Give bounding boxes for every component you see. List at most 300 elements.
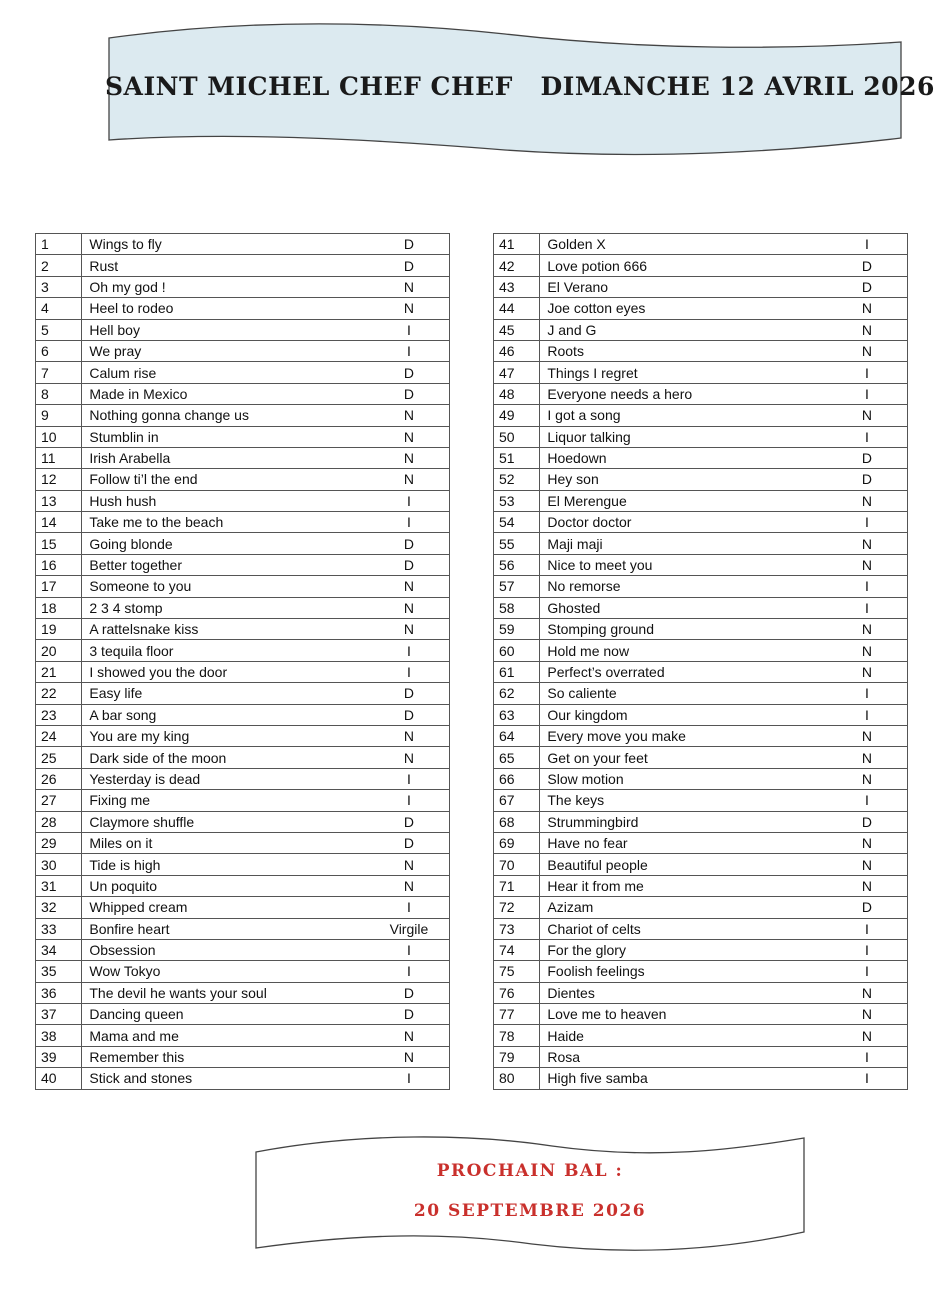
table-row — [36, 276, 450, 297]
table-row — [494, 918, 908, 939]
table-row — [36, 832, 450, 853]
song-title: Wow Tokyo — [82, 961, 369, 982]
song-code: D — [369, 811, 450, 832]
song-title: Our kingdom — [540, 704, 827, 725]
song-code: N — [827, 725, 908, 746]
song-number: 69 — [494, 832, 540, 853]
table-row — [36, 1068, 450, 1089]
song-title: Dark side of the moon — [82, 747, 369, 768]
table-row — [36, 1004, 450, 1025]
song-code: N — [827, 661, 908, 682]
song-title: Going blonde — [82, 533, 369, 554]
song-code: N — [369, 298, 450, 319]
table-row — [494, 832, 908, 853]
song-number: 50 — [494, 426, 540, 447]
song-title: Things I regret — [540, 362, 827, 383]
table-row — [494, 790, 908, 811]
table-row — [494, 1046, 908, 1067]
song-number: 80 — [494, 1068, 540, 1089]
page-title: SAINT MICHEL CHEF CHEF DIMANCHE 12 AVRIL 2026 — [105, 72, 935, 101]
song-number: 49 — [494, 405, 540, 426]
song-title: Hell boy — [82, 319, 369, 340]
song-title: Bonfire heart — [82, 918, 369, 939]
song-title: Strummingbird — [540, 811, 827, 832]
table-row — [494, 554, 908, 575]
song-code: N — [827, 298, 908, 319]
song-code: D — [827, 469, 908, 490]
table-row — [36, 554, 450, 575]
table-row — [36, 918, 450, 939]
song-number: 25 — [36, 747, 82, 768]
song-code: N — [369, 1025, 450, 1046]
song-title: Stomping ground — [540, 619, 827, 640]
table-row — [494, 405, 908, 426]
song-title: Get on your feet — [540, 747, 827, 768]
song-title: We pray — [82, 340, 369, 361]
song-number: 2 — [36, 255, 82, 276]
song-title: Wings to fly — [82, 234, 369, 255]
song-title: Rosa — [540, 1046, 827, 1067]
table-row — [36, 469, 450, 490]
table-row — [36, 854, 450, 875]
song-code: I — [369, 790, 450, 811]
song-title: So caliente — [540, 683, 827, 704]
table-row — [36, 661, 450, 682]
song-number: 64 — [494, 725, 540, 746]
song-title: Liquor talking — [540, 426, 827, 447]
song-code: I — [369, 640, 450, 661]
song-title: Tide is high — [82, 854, 369, 875]
song-number: 29 — [36, 832, 82, 853]
song-code: D — [827, 447, 908, 468]
song-number: 11 — [36, 447, 82, 468]
song-title: Every move you make — [540, 725, 827, 746]
table-row — [36, 1025, 450, 1046]
song-code: D — [369, 1004, 450, 1025]
table-row — [36, 298, 450, 319]
table-row — [494, 661, 908, 682]
song-code: I — [369, 661, 450, 682]
song-number: 31 — [36, 875, 82, 896]
song-code: I — [369, 512, 450, 533]
song-code: N — [369, 426, 450, 447]
song-title: A bar song — [82, 704, 369, 725]
song-code: I — [369, 768, 450, 789]
table-row — [494, 597, 908, 618]
table-row — [36, 362, 450, 383]
table-row — [494, 447, 908, 468]
table-row — [494, 362, 908, 383]
song-title: Claymore shuffle — [82, 811, 369, 832]
song-title: Perfect’s overrated — [540, 661, 827, 682]
next-ball-banner-shape — [252, 1130, 808, 1255]
song-code: N — [827, 533, 908, 554]
song-number: 4 — [36, 298, 82, 319]
table-row — [494, 897, 908, 918]
song-title: Heel to rodeo — [82, 298, 369, 319]
song-number: 63 — [494, 704, 540, 725]
song-code: N — [369, 405, 450, 426]
table-row — [36, 683, 450, 704]
song-code: D — [369, 554, 450, 575]
song-title: Someone to you — [82, 576, 369, 597]
song-code: I — [827, 1046, 908, 1067]
song-title: Nothing gonna change us — [82, 405, 369, 426]
song-number: 42 — [494, 255, 540, 276]
song-title: Hush hush — [82, 490, 369, 511]
song-title: 3 tequila floor — [82, 640, 369, 661]
song-title: Dancing queen — [82, 1004, 369, 1025]
table-row — [494, 255, 908, 276]
song-title: The devil he wants your soul — [82, 982, 369, 1003]
song-number: 26 — [36, 768, 82, 789]
song-number: 7 — [36, 362, 82, 383]
song-code: N — [827, 319, 908, 340]
song-number: 5 — [36, 319, 82, 340]
table-row — [36, 533, 450, 554]
song-title: Maji maji — [540, 533, 827, 554]
song-code: I — [827, 939, 908, 960]
song-code: I — [827, 961, 908, 982]
song-title: Miles on it — [82, 832, 369, 853]
song-code: N — [827, 405, 908, 426]
table-row — [36, 340, 450, 361]
song-title: High five samba — [540, 1068, 827, 1089]
song-code: D — [369, 383, 450, 404]
song-number: 71 — [494, 875, 540, 896]
song-title: Remember this — [82, 1046, 369, 1067]
song-title: Doctor doctor — [540, 512, 827, 533]
song-code: D — [369, 982, 450, 1003]
song-number: 48 — [494, 383, 540, 404]
song-code: N — [827, 854, 908, 875]
song-title: Obsession — [82, 939, 369, 960]
song-number: 18 — [36, 597, 82, 618]
song-number: 15 — [36, 533, 82, 554]
song-title: Azizam — [540, 897, 827, 918]
song-code: N — [369, 725, 450, 746]
table-row — [36, 704, 450, 725]
table-row — [494, 854, 908, 875]
song-title: I got a song — [540, 405, 827, 426]
song-number: 61 — [494, 661, 540, 682]
song-code: N — [369, 597, 450, 618]
song-number: 22 — [36, 683, 82, 704]
song-number: 12 — [36, 469, 82, 490]
table-row — [36, 790, 450, 811]
table-row — [494, 490, 908, 511]
song-list-right — [493, 233, 908, 1090]
song-code: I — [827, 1068, 908, 1089]
song-title: No remorse — [540, 576, 827, 597]
table-row — [494, 576, 908, 597]
table-row — [494, 982, 908, 1003]
song-code: D — [369, 683, 450, 704]
song-code: D — [369, 234, 450, 255]
song-code: N — [369, 1046, 450, 1067]
song-title: Hear it from me — [540, 875, 827, 896]
song-number: 45 — [494, 319, 540, 340]
song-code: D — [369, 362, 450, 383]
song-code: D — [827, 255, 908, 276]
table-row — [36, 939, 450, 960]
song-code: I — [369, 1068, 450, 1089]
song-number: 53 — [494, 490, 540, 511]
table-row — [36, 512, 450, 533]
table-row — [494, 683, 908, 704]
song-title: Calum rise — [82, 362, 369, 383]
table-row — [36, 597, 450, 618]
table-row — [36, 426, 450, 447]
table-row — [494, 383, 908, 404]
song-title: Have no fear — [540, 832, 827, 853]
song-number: 77 — [494, 1004, 540, 1025]
table-row — [36, 982, 450, 1003]
song-number: 9 — [36, 405, 82, 426]
song-title: J and G — [540, 319, 827, 340]
song-code: N — [827, 340, 908, 361]
song-code: N — [827, 490, 908, 511]
song-title: Love potion 666 — [540, 255, 827, 276]
song-number: 24 — [36, 725, 82, 746]
song-title: Whipped cream — [82, 897, 369, 918]
table-row — [494, 811, 908, 832]
table-row — [494, 276, 908, 297]
song-number: 33 — [36, 918, 82, 939]
table-row — [494, 1068, 908, 1089]
song-number: 21 — [36, 661, 82, 682]
song-number: 62 — [494, 683, 540, 704]
title-banner — [105, 20, 935, 160]
song-code: I — [369, 897, 450, 918]
song-number: 10 — [36, 426, 82, 447]
song-number: 30 — [36, 854, 82, 875]
table-row — [494, 619, 908, 640]
song-number: 6 — [36, 340, 82, 361]
table-row — [36, 619, 450, 640]
song-list-left — [35, 233, 450, 1090]
song-code: N — [827, 875, 908, 896]
song-title: 2 3 4 stomp — [82, 597, 369, 618]
song-title: Foolish feelings — [540, 961, 827, 982]
song-number: 54 — [494, 512, 540, 533]
song-number: 57 — [494, 576, 540, 597]
song-title: Roots — [540, 340, 827, 361]
song-code: N — [369, 854, 450, 875]
song-number: 17 — [36, 576, 82, 597]
song-code: D — [827, 897, 908, 918]
table-row — [36, 319, 450, 340]
song-number: 39 — [36, 1046, 82, 1067]
song-code: N — [369, 875, 450, 896]
song-title: Easy life — [82, 683, 369, 704]
song-title: Made in Mexico — [82, 383, 369, 404]
table-row — [494, 704, 908, 725]
song-number: 78 — [494, 1025, 540, 1046]
song-title: Nice to meet you — [540, 554, 827, 575]
table-row — [36, 768, 450, 789]
table-row — [36, 490, 450, 511]
song-number: 51 — [494, 447, 540, 468]
song-title: Chariot of celts — [540, 918, 827, 939]
song-number: 43 — [494, 276, 540, 297]
song-code: I — [827, 576, 908, 597]
song-code: I — [827, 234, 908, 255]
table-row — [36, 961, 450, 982]
song-code: I — [827, 597, 908, 618]
song-code: I — [827, 704, 908, 725]
song-title: El Merengue — [540, 490, 827, 511]
song-number: 70 — [494, 854, 540, 875]
song-code: I — [827, 790, 908, 811]
table-row — [36, 1046, 450, 1067]
song-number: 68 — [494, 811, 540, 832]
song-title: Haide — [540, 1025, 827, 1046]
song-number: 28 — [36, 811, 82, 832]
song-code: I — [827, 426, 908, 447]
table-row — [36, 725, 450, 746]
song-number: 52 — [494, 469, 540, 490]
table-row — [494, 1025, 908, 1046]
table-row — [494, 1004, 908, 1025]
table-row — [494, 298, 908, 319]
song-code: N — [827, 1025, 908, 1046]
table-row — [494, 725, 908, 746]
song-title: El Verano — [540, 276, 827, 297]
song-number: 47 — [494, 362, 540, 383]
table-row — [494, 426, 908, 447]
song-title: I showed you the door — [82, 661, 369, 682]
song-title: Stumblin in — [82, 426, 369, 447]
song-code: I — [369, 939, 450, 960]
song-code: D — [827, 811, 908, 832]
table-row — [494, 340, 908, 361]
song-code: N — [369, 447, 450, 468]
song-title: For the glory — [540, 939, 827, 960]
song-code: N — [827, 1004, 908, 1025]
table-row — [494, 768, 908, 789]
table-row — [494, 640, 908, 661]
song-title: Follow ti’l the end — [82, 469, 369, 490]
song-code: N — [369, 469, 450, 490]
table-row — [494, 469, 908, 490]
song-code: N — [827, 768, 908, 789]
table-row — [36, 255, 450, 276]
song-title: Dientes — [540, 982, 827, 1003]
song-code: I — [369, 490, 450, 511]
song-title: Hey son — [540, 469, 827, 490]
song-number: 13 — [36, 490, 82, 511]
song-code: N — [369, 747, 450, 768]
song-number: 14 — [36, 512, 82, 533]
song-title: Yesterday is dead — [82, 768, 369, 789]
song-number: 79 — [494, 1046, 540, 1067]
song-code: N — [827, 640, 908, 661]
song-number: 19 — [36, 619, 82, 640]
song-title: Oh my god ! — [82, 276, 369, 297]
song-code: Virgile — [369, 918, 450, 939]
song-number: 27 — [36, 790, 82, 811]
song-title: Slow motion — [540, 768, 827, 789]
song-title: Fixing me — [82, 790, 369, 811]
song-code: I — [369, 961, 450, 982]
next-ball-banner — [252, 1130, 808, 1255]
next-ball-date: 20 SEPTEMBRE 2026 — [413, 1201, 647, 1221]
song-title: Rust — [82, 255, 369, 276]
song-number: 40 — [36, 1068, 82, 1089]
song-code: N — [369, 619, 450, 640]
song-code: N — [827, 747, 908, 768]
song-number: 55 — [494, 533, 540, 554]
table-row — [36, 576, 450, 597]
song-number: 16 — [36, 554, 82, 575]
song-number: 66 — [494, 768, 540, 789]
song-code: D — [369, 255, 450, 276]
song-title: Love me to heaven — [540, 1004, 827, 1025]
song-number: 74 — [494, 939, 540, 960]
song-number: 75 — [494, 961, 540, 982]
song-code: N — [827, 982, 908, 1003]
song-code: N — [827, 554, 908, 575]
song-code: D — [369, 832, 450, 853]
song-title: Take me to the beach — [82, 512, 369, 533]
song-code: I — [827, 383, 908, 404]
song-code: I — [369, 340, 450, 361]
song-code: N — [369, 276, 450, 297]
song-number: 35 — [36, 961, 82, 982]
song-title: Joe cotton eyes — [540, 298, 827, 319]
song-title: The keys — [540, 790, 827, 811]
song-number: 72 — [494, 897, 540, 918]
song-title: Ghosted — [540, 597, 827, 618]
song-title: Irish Arabella — [82, 447, 369, 468]
table-row — [494, 875, 908, 896]
table-row — [36, 383, 450, 404]
table-row — [494, 319, 908, 340]
song-title: Better together — [82, 554, 369, 575]
next-ball-label: PROCHAIN BAL : — [436, 1161, 624, 1181]
table-row — [36, 747, 450, 768]
song-title: Mama and me — [82, 1025, 369, 1046]
song-code: N — [369, 576, 450, 597]
song-number: 37 — [36, 1004, 82, 1025]
song-title: Stick and stones — [82, 1068, 369, 1089]
song-title: You are my king — [82, 725, 369, 746]
song-number: 46 — [494, 340, 540, 361]
song-number: 32 — [36, 897, 82, 918]
song-code: N — [827, 619, 908, 640]
table-row — [36, 811, 450, 832]
table-row — [494, 939, 908, 960]
song-title: Golden X — [540, 234, 827, 255]
song-number: 38 — [36, 1025, 82, 1046]
song-number: 67 — [494, 790, 540, 811]
song-number: 73 — [494, 918, 540, 939]
table-row — [36, 447, 450, 468]
song-number: 58 — [494, 597, 540, 618]
table-row — [36, 405, 450, 426]
song-title: A rattelsnake kiss — [82, 619, 369, 640]
song-number: 36 — [36, 982, 82, 1003]
table-row — [494, 234, 908, 255]
table-row — [494, 961, 908, 982]
song-number: 44 — [494, 298, 540, 319]
song-number: 59 — [494, 619, 540, 640]
song-number: 3 — [36, 276, 82, 297]
song-code: I — [369, 319, 450, 340]
table-row — [494, 512, 908, 533]
song-number: 41 — [494, 234, 540, 255]
